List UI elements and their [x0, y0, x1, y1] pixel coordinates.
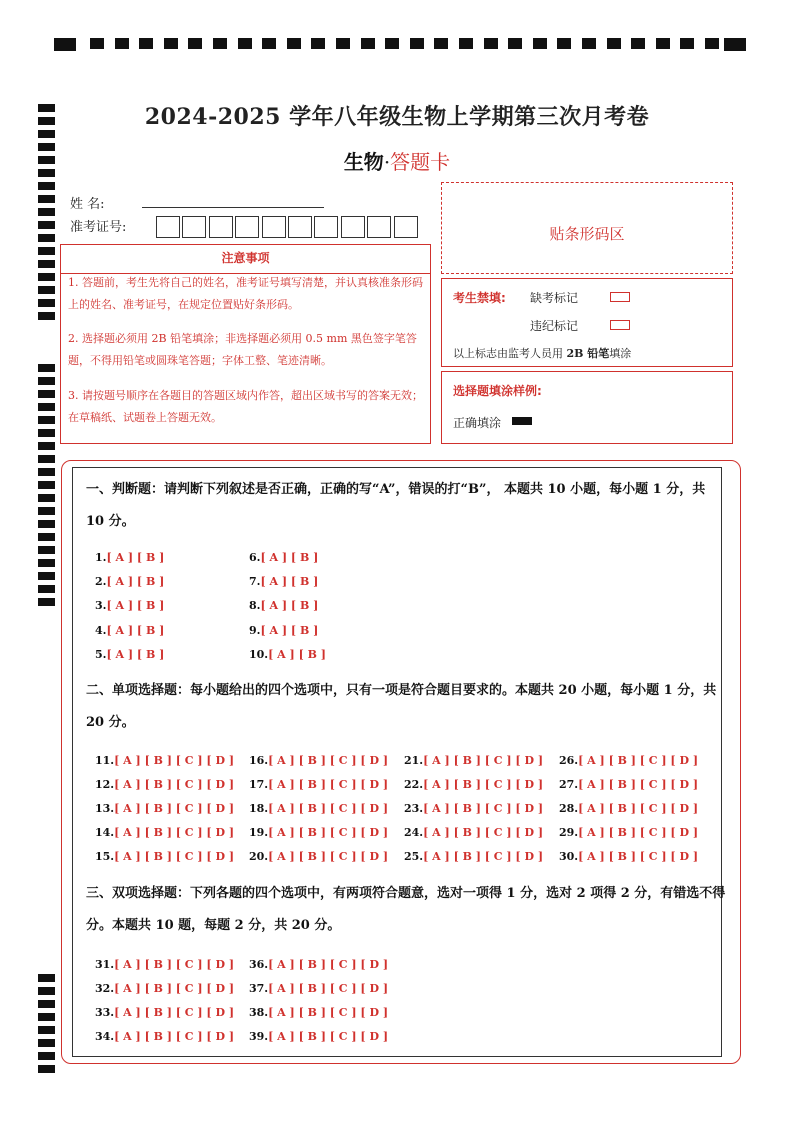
question-item[interactable]	[249, 778, 388, 791]
question-item[interactable]	[249, 648, 326, 661]
side-timing-mark	[38, 546, 55, 554]
id-digit-box[interactable]	[367, 216, 391, 238]
answer-options[interactable]: [ A ] [ B ] [ C ] [ D ]	[268, 754, 389, 767]
top-timing-mark	[656, 38, 670, 49]
side-timing-mark	[38, 429, 55, 437]
answer-options[interactable]: [ A ] [ B ] [ C ] [ D ]	[423, 801, 544, 815]
side-timing-mark	[38, 208, 55, 216]
answer-options[interactable]: [ A ] [ B ] [ C ] [ D ]	[114, 825, 235, 839]
side-timing-mark	[38, 1052, 55, 1060]
side-timing-mark	[38, 221, 55, 229]
top-timing-mark	[238, 38, 252, 49]
top-timing-mark	[139, 38, 153, 49]
question-item[interactable]	[95, 958, 234, 971]
answer-options[interactable]: [ A ] [ B ] [ C ] [ D ]	[114, 849, 235, 863]
question-number: 11.	[95, 754, 115, 767]
question-number: 30.	[559, 849, 579, 863]
question-item[interactable]	[249, 958, 388, 971]
question-number: 21.	[404, 754, 424, 767]
question-number: 12.	[95, 777, 115, 791]
answer-options[interactable]: [ A ] [ B ] [ C ] [ D ]	[114, 982, 235, 995]
question-item[interactable]	[404, 802, 543, 815]
question-item[interactable]	[404, 826, 543, 839]
top-timing-mark	[484, 38, 498, 49]
absent-mark-label: 缺考标记	[530, 291, 579, 305]
section-2-instructions: 二、单项选择题：每小题给出的四个选项中，只有一项是符合题目要求的。本题共 20 小题，每小题 1 分，共 20 分。	[86, 683, 717, 730]
question-item[interactable]	[559, 802, 698, 815]
question-number: 3.	[95, 599, 107, 613]
side-timing-mark	[38, 130, 55, 138]
top-timing-mark	[115, 38, 129, 49]
question-number: 37.	[249, 982, 269, 995]
id-digit-box[interactable]	[156, 216, 180, 238]
side-timing-mark	[38, 1013, 55, 1021]
card-label: 答题卡	[390, 150, 451, 174]
answer-options[interactable]: [ A ] [ B ] [ C ] [ D ]	[423, 777, 544, 791]
top-timing-mark	[90, 38, 104, 49]
question-number: 14.	[95, 825, 115, 839]
answer-options[interactable]: [ A ] [ B ] [ C ] [ D ]	[268, 1030, 389, 1043]
answer-options[interactable]: [ A ] [ B ] [ C ] [ D ]	[423, 849, 544, 863]
answer-options[interactable]: [ A ] [ B ]	[106, 551, 165, 564]
top-timing-mark	[582, 38, 596, 49]
top-timing-mark	[54, 38, 76, 51]
id-digit-box[interactable]	[341, 216, 365, 238]
id-label: 准考证号:	[70, 220, 127, 235]
side-timing-mark	[38, 455, 55, 463]
notice-title-box	[60, 244, 431, 274]
answer-options[interactable]: [ A ] [ B ]	[260, 623, 319, 637]
side-timing-mark	[38, 377, 55, 385]
side-timing-mark	[38, 1039, 55, 1047]
side-timing-mark	[38, 234, 55, 242]
top-timing-mark	[607, 38, 621, 49]
example-panel	[441, 371, 733, 444]
side-timing-mark	[38, 494, 55, 502]
top-timing-mark	[705, 38, 719, 49]
top-timing-mark	[287, 38, 301, 49]
prohibit-panel	[441, 278, 733, 367]
question-item[interactable]	[95, 850, 234, 863]
question-number: 15.	[95, 849, 115, 863]
top-timing-mark	[533, 38, 547, 49]
answer-options[interactable]: [ A ] [ B ] [ C ] [ D ]	[114, 1006, 235, 1019]
page-title: 2024-2025 学年八年级生物上学期第三次月考卷	[144, 104, 650, 130]
side-timing-mark	[38, 442, 55, 450]
answer-options[interactable]: [ A ] [ B ]	[106, 647, 165, 661]
answer-options[interactable]: [ A ] [ B ] [ C ] [ D ]	[114, 801, 235, 815]
question-number: 9.	[249, 623, 261, 637]
card-subtitle	[0, 146, 794, 175]
question-number: 25.	[404, 849, 424, 863]
question-number: 33.	[95, 1006, 115, 1019]
id-digit-box[interactable]	[262, 216, 286, 238]
top-timing-mark	[434, 38, 448, 49]
prohibit-label: 考生禁填:	[453, 291, 506, 305]
top-timing-mark	[361, 38, 375, 49]
answer-options[interactable]: [ A ] [ B ]	[260, 551, 319, 564]
side-timing-mark	[38, 364, 55, 372]
top-timing-mark	[213, 38, 227, 49]
top-timing-mark	[188, 38, 202, 49]
question-item[interactable]	[95, 1006, 234, 1019]
top-timing-mark	[724, 38, 746, 51]
top-timing-mark	[631, 38, 645, 49]
side-timing-mark	[38, 1065, 55, 1073]
question-number: 19.	[249, 825, 269, 839]
side-timing-mark	[38, 520, 55, 528]
question-number: 34.	[95, 1030, 115, 1043]
answer-options[interactable]: [ A ] [ B ] [ C ] [ D ]	[114, 1030, 235, 1043]
prohibit-note	[453, 345, 631, 361]
prohibit-note-post: 填涂	[609, 347, 632, 360]
notice-title: 注意事项	[221, 251, 270, 265]
question-number: 6.	[249, 551, 261, 564]
answer-options[interactable]: [ A ] [ B ] [ C ] [ D ]	[114, 958, 235, 971]
question-number: 32.	[95, 982, 115, 995]
question-number: 23.	[404, 801, 424, 815]
question-number: 17.	[249, 777, 269, 791]
question-item[interactable]	[95, 1030, 234, 1043]
question-item[interactable]	[249, 850, 388, 863]
question-item[interactable]	[559, 850, 698, 863]
name-label: 姓 名:	[70, 197, 105, 212]
top-timing-mark	[508, 38, 522, 49]
answer-options[interactable]: [ A ] [ B ] [ C ] [ D ]	[578, 754, 699, 767]
question-item[interactable]	[249, 624, 318, 637]
question-number: 20.	[249, 849, 269, 863]
question-number: 31.	[95, 958, 115, 971]
question-number: 4.	[95, 623, 107, 637]
question-number: 18.	[249, 801, 269, 815]
side-timing-mark	[38, 260, 55, 268]
question-item[interactable]	[404, 778, 543, 791]
answer-options[interactable]: [ A ] [ B ] [ C ] [ D ]	[268, 849, 389, 863]
id-digit-box[interactable]	[314, 216, 338, 238]
question-item[interactable]	[249, 599, 318, 612]
barcode-label: 贴条形码区	[549, 225, 625, 243]
question-number: 24.	[404, 825, 424, 839]
question-number: 13.	[95, 801, 115, 815]
notice-item-2: 2. 选择题必须用 2B 铅笔填涂；非选择题必须用 0.5 mm 黑色签字笔答题，不得用铅笔或圆珠笔答题；字体工整、笔迹清晰。	[68, 332, 417, 367]
question-item[interactable]	[95, 648, 164, 661]
id-digit-box[interactable]	[235, 216, 259, 238]
question-item[interactable]	[95, 802, 234, 815]
question-item[interactable]	[249, 826, 388, 839]
question-number: 27.	[559, 777, 579, 791]
question-number: 7.	[249, 575, 261, 589]
id-digit-box[interactable]	[394, 216, 418, 238]
question-number: 26.	[559, 754, 579, 767]
question-item[interactable]	[249, 982, 388, 995]
side-timing-mark	[38, 974, 55, 982]
answer-options[interactable]: [ A ] [ B ]	[106, 623, 165, 637]
answer-options[interactable]: [ A ] [ B ] [ C ] [ D ]	[268, 982, 389, 995]
id-digit-box[interactable]	[288, 216, 312, 238]
top-timing-mark	[680, 38, 694, 49]
answer-options[interactable]: [ A ] [ B ] [ C ] [ D ]	[268, 777, 389, 791]
side-timing-mark	[38, 559, 55, 567]
side-timing-mark	[38, 195, 55, 203]
violation-mark-box[interactable]	[610, 320, 630, 330]
question-item[interactable]	[404, 754, 543, 767]
question-number: 28.	[559, 801, 579, 815]
answer-options[interactable]: [ A ] [ B ] [ C ] [ D ]	[268, 958, 389, 971]
answer-options[interactable]: [ A ] [ B ] [ C ] [ D ]	[578, 777, 699, 791]
violation-mark-label: 违纪标记	[530, 319, 579, 333]
side-timing-mark	[38, 533, 55, 541]
question-item[interactable]	[95, 599, 164, 612]
question-item[interactable]	[559, 778, 698, 791]
side-timing-mark	[38, 286, 55, 294]
side-timing-mark	[38, 299, 55, 307]
prohibit-note-pre: 以上标志由监考人员用	[453, 347, 563, 360]
notice-item-3: 3. 请按题号顺序在各题目的答题区域内作答，超出区域书写的答案无效；在草稿纸、试题卷上答题无效。	[68, 389, 423, 424]
answer-options[interactable]: [ A ] [ B ] [ C ] [ D ]	[578, 825, 699, 839]
side-timing-mark	[38, 273, 55, 281]
question-item[interactable]	[95, 551, 164, 564]
side-timing-mark	[38, 416, 55, 424]
question-number: 5.	[95, 647, 107, 661]
absent-mark-box[interactable]	[610, 292, 630, 302]
question-number: 2.	[95, 575, 107, 589]
question-item[interactable]	[95, 754, 234, 767]
subtitle-dot: ·	[383, 150, 391, 174]
question-item[interactable]	[559, 754, 698, 767]
section-3-instructions: 三、双项选择题：下列各题的四个选项中，有两项符合题意，选对一项得 1 分，选对 2 项得 2 分，有错选不得分。本题共 10 题，每题 2 分，共 20 分。	[86, 886, 726, 933]
question-number: 16.	[249, 754, 269, 767]
answer-options[interactable]: [ A ] [ B ]	[260, 599, 319, 613]
question-item[interactable]	[559, 826, 698, 839]
question-item[interactable]	[95, 982, 234, 995]
side-timing-mark	[38, 507, 55, 515]
answer-options[interactable]: [ A ] [ B ]	[106, 575, 165, 589]
answer-options[interactable]: [ A ] [ B ] [ C ] [ D ]	[268, 1006, 389, 1019]
subject-label: 生物	[343, 150, 384, 174]
name-field[interactable]	[142, 207, 324, 208]
question-item[interactable]	[95, 575, 164, 588]
answer-options[interactable]: [ A ] [ B ] [ C ] [ D ]	[114, 777, 235, 791]
question-item[interactable]	[249, 575, 318, 588]
question-number: 39.	[249, 1030, 269, 1043]
question-item[interactable]	[249, 754, 388, 767]
answer-options[interactable]: [ A ] [ B ] [ C ] [ D ]	[268, 825, 389, 839]
example-label: 选择题填涂样例:	[453, 384, 542, 398]
top-timing-mark	[385, 38, 399, 49]
question-number: 36.	[249, 958, 269, 971]
side-timing-mark	[38, 247, 55, 255]
top-timing-mark	[311, 38, 325, 49]
question-item[interactable]	[249, 1030, 388, 1043]
side-timing-mark	[38, 1000, 55, 1008]
id-digit-box[interactable]	[209, 216, 233, 238]
notice-item-1: 1. 答题前，考生先将自己的姓名，准考证号填写清楚，并认真核准条形码上的姓名、准考证号，在规定位置贴好条形码。	[68, 276, 423, 311]
side-timing-mark	[38, 403, 55, 411]
correct-fill-label: 正确填涂	[453, 416, 502, 430]
side-timing-mark	[38, 987, 55, 995]
side-timing-mark	[38, 1026, 55, 1034]
side-timing-mark	[38, 481, 55, 489]
question-item[interactable]	[95, 826, 234, 839]
prohibit-note-bold: 2B 铅笔	[566, 347, 610, 360]
side-timing-mark	[38, 390, 55, 398]
side-timing-mark	[38, 182, 55, 190]
answer-options[interactable]: [ A ] [ B ] [ C ] [ D ]	[268, 801, 389, 815]
top-timing-mark	[410, 38, 424, 49]
answer-options[interactable]: [ A ] [ B ] [ C ] [ D ]	[423, 825, 544, 839]
answer-options[interactable]: [ A ] [ B ] [ C ] [ D ]	[114, 754, 235, 767]
top-timing-mark	[336, 38, 350, 49]
top-timing-mark	[459, 38, 473, 49]
question-item[interactable]	[95, 778, 234, 791]
answer-options[interactable]: [ A ] [ B ] [ C ] [ D ]	[423, 754, 544, 767]
answer-options[interactable]: [ A ] [ B ]	[260, 575, 319, 589]
top-timing-mark	[557, 38, 571, 49]
question-number: 10.	[249, 647, 269, 661]
side-timing-mark	[38, 598, 55, 606]
top-timing-mark	[164, 38, 178, 49]
question-number: 8.	[249, 599, 261, 613]
id-digit-box[interactable]	[182, 216, 206, 238]
question-number: 22.	[404, 777, 424, 791]
side-timing-mark	[38, 468, 55, 476]
answer-options[interactable]: [ A ] [ B ] [ C ] [ D ]	[578, 801, 699, 815]
side-timing-mark	[38, 585, 55, 593]
question-item[interactable]	[249, 802, 388, 815]
question-item[interactable]	[249, 1006, 388, 1019]
side-timing-mark	[38, 572, 55, 580]
section-1-instructions: 一、判断题：请判断下列叙述是否正确，正确的写“A”，错误的打“B”， 本题共 10 小题，每小题 1 分，共 10 分。	[86, 482, 706, 529]
question-item[interactable]	[249, 551, 318, 564]
barcode-area	[441, 182, 733, 274]
top-timing-mark	[262, 38, 276, 49]
question-number: 29.	[559, 825, 579, 839]
answer-options[interactable]: [ A ] [ B ]	[106, 599, 165, 613]
question-item[interactable]	[404, 850, 543, 863]
side-timing-mark	[38, 312, 55, 320]
correct-fill-sample	[512, 417, 532, 425]
answer-options[interactable]: [ A ] [ B ]	[268, 647, 326, 661]
question-number: 38.	[249, 1006, 269, 1019]
question-item[interactable]	[95, 624, 164, 637]
answer-options[interactable]: [ A ] [ B ] [ C ] [ D ]	[578, 849, 699, 863]
question-number: 1.	[95, 551, 107, 564]
